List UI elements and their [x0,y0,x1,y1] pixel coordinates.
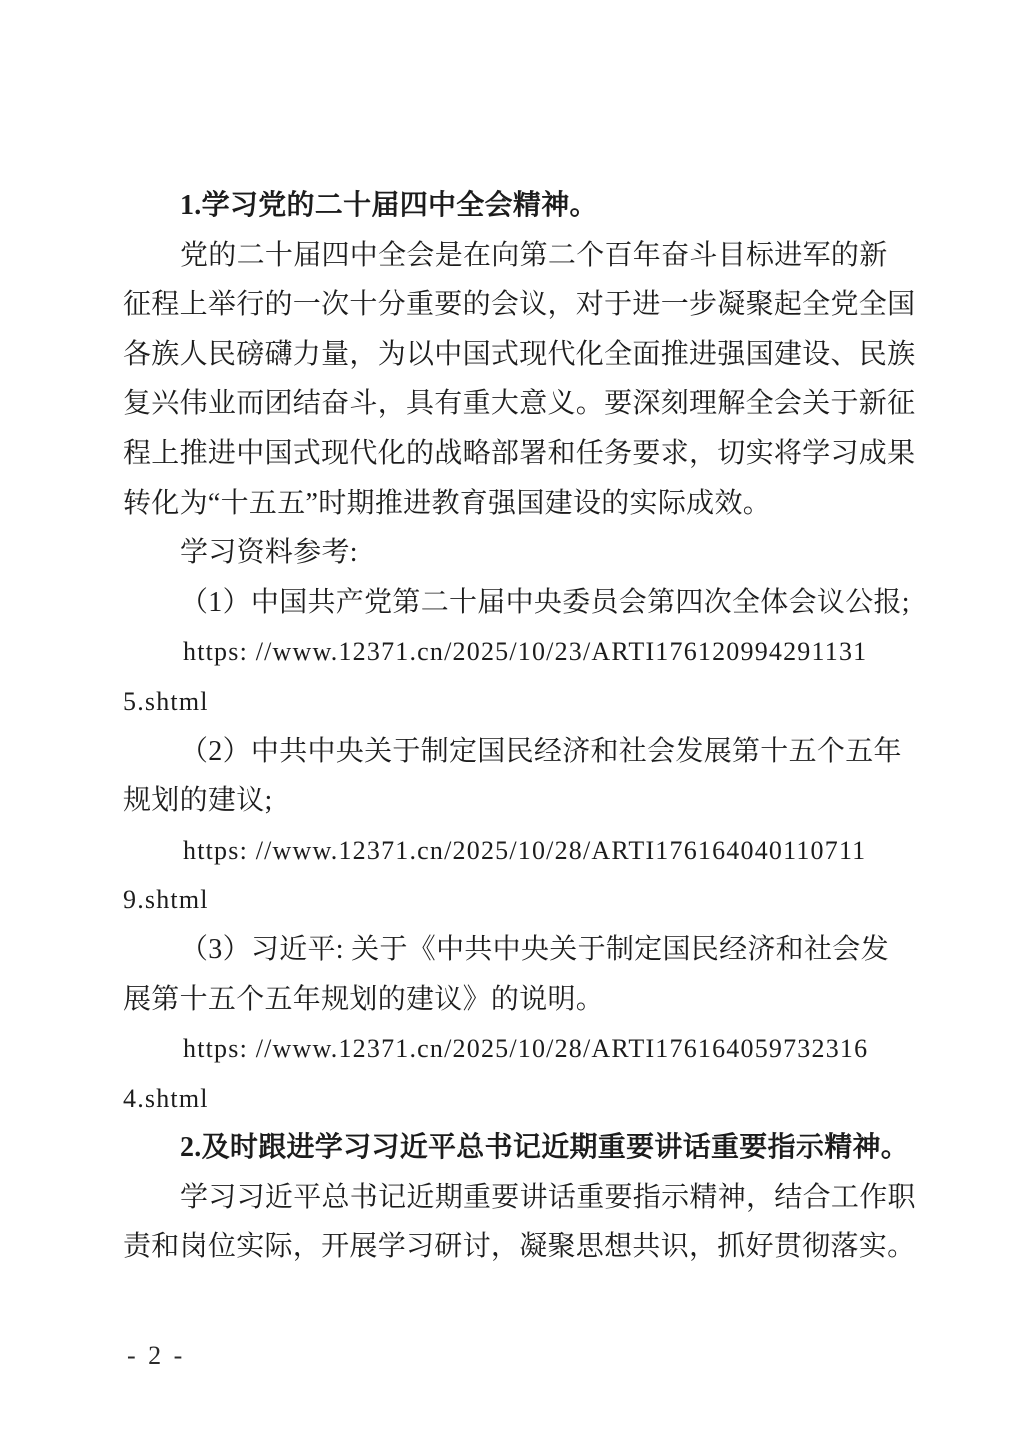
paragraph-line: 复兴伟业而团结奋斗，具有重大意义。要深刻理解全会关于新征 [123,388,916,420]
reference-1-url-line-2: 5.shtml [123,686,209,716]
reference-1-title: （1）中国共产党第二十届中央委员会第四次全体会议公报; [180,586,910,618]
reference-intro-line: 学习资料参考: [180,537,358,569]
reference-1-url-line-1: https: //www.12371.cn/2025/10/23/ARTI176120994291131 [183,637,868,667]
reference-2-title-line-1: （2）中共中央关于制定国民经济和社会发展第十五个五年 [180,735,902,767]
paragraph-line: 责和岗位实际，开展学习研讨，凝聚思想共识，抓好贯彻落实。 [123,1231,916,1263]
paragraph-line: 征程上举行的一次十分重要的会议，对于进一步凝聚起全党全国 [123,289,916,321]
page-number: - 2 - [127,1341,186,1370]
paragraph-line: 党的二十届四中全会是在向第二个百年奋斗目标进军的新 [180,239,888,271]
reference-3-title-line-2: 展第十五个五年规划的建议》的说明。 [123,983,605,1015]
reference-3-url-line-2: 4.shtml [123,1083,209,1113]
reference-2-url-line-2: 9.shtml [123,885,209,915]
reference-2-url-line-1: https: //www.12371.cn/2025/10/28/ARTI176164040110711 [183,835,867,865]
section-heading-1: 1.学习党的二十届四中全会精神。 [180,190,598,221]
paragraph-line: 各族人民磅礴力量，为以中国式现代化全面推进强国建设、民族 [123,338,916,370]
paragraph-line: 转化为“十五五”时期推进教育强国建设的实际成效。 [123,487,772,519]
section-heading-2: 2.及时跟进学习习近平总书记近期重要讲话重要指示精神。 [180,1132,910,1164]
document-body [123,181,916,1272]
paragraph-line: 程上推进中国式现代化的战略部署和任务要求，切实将学习成果 [123,437,916,469]
reference-3-url-line-1: https: //www.12371.cn/2025/10/28/ARTI176164059732316 [183,1034,869,1064]
reference-2-title-line-2: 规划的建议; [123,785,273,817]
paragraph-line: 学习习近平总书记近期重要讲话重要指示精神，结合工作职 [180,1181,916,1213]
reference-3-title-line-1: （3）习近平: 关于《中共中央关于制定国民经济和社会发 [180,933,889,965]
